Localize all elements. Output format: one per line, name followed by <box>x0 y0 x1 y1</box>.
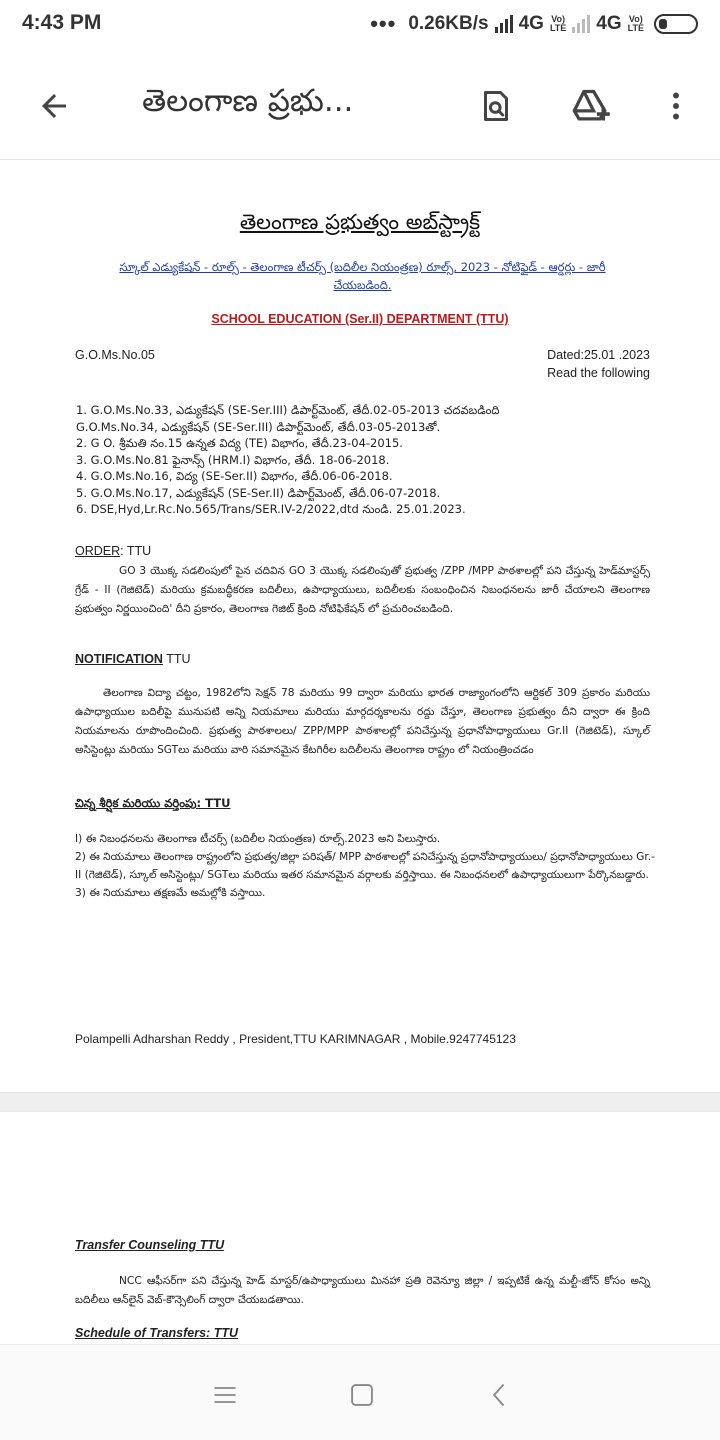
document-title: తెలంగాణ ప్రభు... <box>142 83 354 119</box>
search-document-icon <box>478 88 514 124</box>
more-options-button[interactable] <box>650 80 702 132</box>
find-in-document-button[interactable] <box>470 80 522 132</box>
short-title-heading: చిన్న శీర్షిక మరియు వర్తింపు: TTU <box>75 796 231 810</box>
sim1-volte-icon: Vo) LTE <box>549 14 567 33</box>
system-nav-bar <box>0 1344 720 1440</box>
status-time: 4:43 PM <box>22 11 102 34</box>
recents-menu-icon <box>211 1381 239 1409</box>
network-speed: 0.26KB/s <box>408 13 489 34</box>
read-following: Read the following <box>547 366 650 380</box>
rule-point: 3) ఈ నియమాలు తక్షణమే అమల్లోకి వస్తాయి. <box>75 887 266 899</box>
system-back-button[interactable] <box>480 1375 520 1415</box>
home-square-icon <box>348 1381 376 1409</box>
rule-point: I) ఈ నిబంధనలను తెలంగాణ టీచర్స్ (బదిలీల నియంత్రణ) రూల్స్.2023 అని పిలుస్తారు. <box>75 833 441 845</box>
reference-item: 5. G.O.Ms.No.17, ఎడ్యుకేషన్ (SE-Ser.II) డిపార్ట్‌మెంట్, తేదీ.06-07-2018. <box>76 485 441 500</box>
document-page <box>0 160 720 1090</box>
recents-button[interactable] <box>205 1375 245 1415</box>
back-button[interactable] <box>30 82 78 130</box>
signature-line: Polampelli Adharshan Reddy , President,TTU KARIMNAGAR , Mobile.9247745123 <box>75 1032 516 1046</box>
add-to-drive-icon <box>571 85 613 127</box>
reference-item: 1. G.O.Ms.No.33, ఎడ్యుకేషన్ (SE-Ser.III) డిపార్ట్‌మెంట్, తేదీ.02-05-2013 చదవబడింది <box>76 403 500 417</box>
sim1-network-type: 4G <box>518 13 544 34</box>
rule-point: 2) ఈ నియమాలు తెలంగాణ రాష్ట్రంలోని ప్రభుత్వ/జిల్లా పరిషత్/ MPP పాఠశాలల్లో పనిచేస్తున్న ప్రధానోపాధ్యాయులు/ ప్రధానోపాధ్యాయులు Gr.-II (గెజిటెడ్), స్కూల్ అసిస్టెంట్లు/ SGTలు మరియు ఇతర సమానమైన వర్గాలకు వర్తిస్తాయి. ఈ నిబంధనలలో ఉపాధ్యాయులుగా పేర్కొనబడ్డారు. <box>75 851 655 881</box>
back-chevron-icon <box>486 1381 514 1409</box>
app-bar <box>0 50 720 160</box>
order-paragraph: GO 3 యొక్క సడలింపులో పైన చదివిన GO 3 యొక్క సడలింపుతో ప్రభుత్వ /ZPP /MPP పాఠశాలల్లో పని చేస్తున్న హెడ్‌మాస్టర్స్ గ్రేడ్ - II (గెజిటెడ్) మరియు క్రమబద్ధీకరణ బదిలీలు, ఉపాధ్యాయులు, బదిలీలకు సంబంధించిన నిబంధనలను జారీ చేయాలని తెలంగాణ ప్రభుత్వం నిర్ణయించింది' దీని ప్రకారం, తెలంగాణ గెజిట్ క్రింది నోటిఫికేషన్ లో ప్రచురించబడింది. <box>75 565 650 615</box>
reference-item: G.O.Ms.No.34, ఎడ్యుకేషన్ (SE-Ser.III) డిపార్ట్‌మెంట్, తేదీ.03-05-2013తో. <box>76 419 441 434</box>
transfer-counseling-heading: Transfer Counseling TTU <box>75 1238 225 1252</box>
sim2-volte-icon: Vo) LTE <box>627 14 644 33</box>
document-heading: తెలంగాణ ప్రభుత్వం అబ్‌స్ట్రాక్ట్ <box>239 210 481 234</box>
reference-item: 2. G O. శ్రీమతి నం.15 ఉన్నత విద్య (TE) విభాగం, తేదీ.23-04-2015. <box>76 436 403 450</box>
add-to-drive-button[interactable] <box>566 80 618 132</box>
signal-icon <box>495 15 513 33</box>
page-separator <box>0 1092 720 1112</box>
back-arrow-icon <box>36 88 72 124</box>
status-bar <box>0 0 720 50</box>
battery-icon <box>654 14 698 34</box>
reference-item: 3. G.O.Ms.No.81 ఫైనాన్స్ (HRM.I) విభాగం, తేదీ. 18-06-2018. <box>76 452 390 467</box>
document-page-2 <box>0 1112 720 1342</box>
go-date: Dated:25.01 .2023 <box>547 348 650 362</box>
reference-item: 4. G.O.Ms.No.16, విద్య (SE-Ser.II) విభాగం, తేదీ.06-06-2018. <box>76 469 393 483</box>
sim2-network-type: 4G <box>596 13 622 34</box>
rules-points <box>75 830 655 902</box>
home-button[interactable] <box>342 1375 382 1415</box>
notification-dots: ••• <box>370 11 397 36</box>
document-subject: స్కూల్ ఎడ్యుకేషన్ - రూల్స్ - తెలంగాణ టీచర్స్ (బదిలీల నియంత్రణ) రూల్స్, 2023 - నోటిఫైడ్ - ఆర్డర్లు - జారీ చేయబడింది. <box>119 260 606 292</box>
signal-icon-sim2 <box>572 15 590 33</box>
reference-item: 6. DSE,Hyd,Lr.Rc.No.565/Trans/SER.IV-2/2022,dtd నుండి. 25.01.2023. <box>76 502 466 516</box>
transfer-counseling-paragraph: NCC ఆఫీసర్‌గా పని చేస్తున్న హెడ్ మాస్టర్/ఉపాధ్యాయులు మినహా ప్రతి రెవెన్యూ జిల్లా / ఇప్పటికే ఉన్న మల్టీ-జోన్ కోసం అన్ని బదిలీలు ఆన్‌లైన్ వెబ్-కౌన్సెలింగ్ ద్వారా చేయబడతాయి. <box>75 1275 650 1306</box>
go-number: G.O.Ms.No.05 <box>75 348 155 362</box>
order-heading: ORDER: TTU <box>75 544 152 558</box>
references-list <box>76 402 656 518</box>
schedule-heading: Schedule of Transfers: TTU <box>75 1326 238 1340</box>
more-vert-icon <box>658 88 694 124</box>
department-heading: SCHOOL EDUCATION (Ser.II) DEPARTMENT (TTU) <box>211 312 509 326</box>
notification-heading: NOTIFICATION TTU <box>75 652 191 666</box>
notification-paragraph: తెలంగాణ విద్యా చట్టం, 1982లోని సెక్షన్ 78 మరియు 99 ద్వారా మరియు భారత రాజ్యాంగంలోని ఆర్టికల్ 309 ప్రకారం మరియు ఉపాధ్యాయుల బదిలీపై మునుపటి అన్ని నియమాలు మరియు మార్గదర్శకాలను రద్దు చేస్తూ, తెలంగాణ ప్రభుత్వం దీని ద్వారా ఈ క్రింది నియమాలను రూపొందించింది. ప్రభుత్వ పాఠశాలలు/ ZPP/MPP పాఠశాలల్లో పనిచేస్తున్న ప్రధానోపాధ్యాయులు Gr.II (గెజిటెడ్), స్కూల్ అసిస్టెంట్లు మరియు SGTలు మరియు వారి సమానమైన కేటగిరీల బదిలీలను తెలంగాణ రాష్ట్రం లో నియంత్రించడం <box>75 687 650 756</box>
status-indicators <box>370 11 698 37</box>
